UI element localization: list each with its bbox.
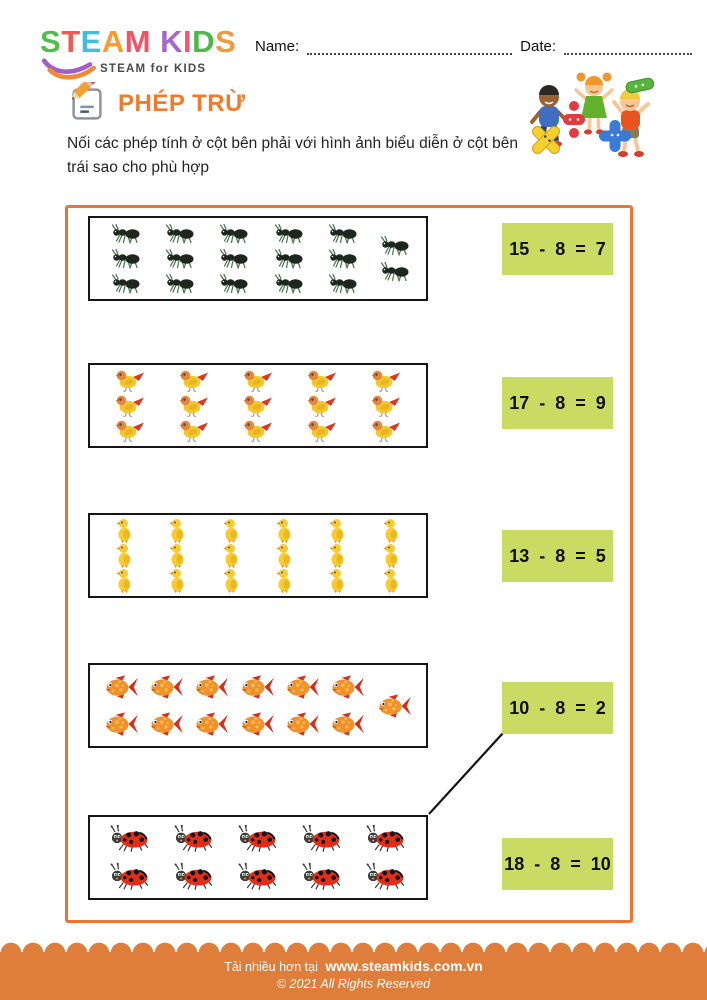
ant-icon — [110, 273, 141, 294]
ant-icon — [273, 248, 304, 269]
duck-icon — [116, 543, 133, 568]
page-title: PHÉP TRỪ — [118, 90, 246, 117]
bird-icon — [115, 394, 145, 417]
duck-icon — [169, 518, 186, 543]
duck-picture-box[interactable] — [88, 513, 428, 598]
bird-icon — [243, 394, 273, 417]
ant-icon — [273, 273, 304, 294]
equation-card[interactable]: 18 - 8 = 10 — [502, 838, 613, 890]
logo-letter: A — [101, 24, 125, 59]
ladybug-icon — [173, 825, 215, 852]
footer-text: Tải nhiều hơn tại — [224, 960, 318, 974]
duck-icon — [223, 543, 240, 568]
fish-icon — [376, 693, 412, 719]
logo-letter: K — [160, 24, 184, 59]
duck-icon — [383, 568, 400, 593]
duck-icon — [329, 518, 346, 543]
steam-kids-logo — [40, 26, 236, 80]
ant-icon — [164, 273, 195, 294]
bird-picture-box[interactable] — [88, 363, 428, 448]
date-input-line[interactable] — [564, 40, 692, 55]
duck-icon — [169, 568, 186, 593]
bird-icon — [307, 419, 337, 442]
ladybug-icon — [237, 825, 279, 852]
footer — [0, 952, 707, 1000]
name-input-line[interactable] — [307, 40, 512, 55]
fish-icon — [239, 711, 275, 737]
logo-letter: M — [124, 24, 152, 59]
logo-letter: D — [192, 24, 216, 59]
ant-icon — [218, 273, 249, 294]
logo-letter: S — [215, 24, 237, 59]
kids-math-illustration — [522, 64, 662, 168]
duck-icon — [223, 568, 240, 593]
duck-icon — [383, 518, 400, 543]
bird-icon — [179, 394, 209, 417]
logo-letter: T — [61, 24, 81, 59]
duck-icon — [276, 568, 293, 593]
duck-icon — [169, 543, 186, 568]
ladybug-icon — [301, 825, 343, 852]
ant-icon — [327, 223, 358, 244]
fish-icon — [329, 711, 365, 737]
fish-icon — [103, 674, 139, 700]
logo-tagline: STEAM for KIDS — [100, 63, 207, 75]
ant-icon — [218, 248, 249, 269]
bird-icon — [179, 419, 209, 442]
ant-icon — [379, 261, 410, 282]
bird-icon — [243, 369, 273, 392]
equation-card[interactable]: 13 - 8 = 5 — [502, 530, 613, 582]
footer-website-link[interactable]: www.steamkids.com.vn — [325, 958, 483, 974]
bird-icon — [371, 369, 401, 392]
ant-icon — [110, 248, 141, 269]
duck-icon — [116, 518, 133, 543]
ladybug-icon — [365, 825, 407, 852]
duck-icon — [276, 518, 293, 543]
duck-icon — [116, 568, 133, 593]
fish-icon — [193, 674, 229, 700]
fish-picture-box[interactable] — [88, 663, 428, 748]
ladybug-icon — [237, 863, 279, 890]
duck-icon — [383, 543, 400, 568]
bird-icon — [115, 419, 145, 442]
bird-icon — [115, 369, 145, 392]
ant-icon — [164, 248, 195, 269]
name-label: Name: — [255, 38, 300, 55]
fish-icon — [239, 674, 275, 700]
ant-icon — [273, 223, 304, 244]
duck-icon — [223, 518, 240, 543]
ladybug-icon — [109, 863, 151, 890]
footer-copyright: © 2021 All Rights Reserved — [276, 977, 431, 991]
fish-icon — [284, 674, 320, 700]
duck-icon — [329, 543, 346, 568]
bird-icon — [371, 394, 401, 417]
equation-card[interactable]: 17 - 8 = 9 — [502, 377, 613, 429]
ant-icon — [379, 235, 410, 256]
ladybug-icon — [109, 825, 151, 852]
bird-icon — [307, 369, 337, 392]
ant-icon — [164, 223, 195, 244]
duck-icon — [329, 568, 346, 593]
fish-icon — [148, 711, 184, 737]
ladybug-icon — [365, 863, 407, 890]
ant-icon — [218, 223, 249, 244]
logo-swoosh-icon — [40, 58, 96, 80]
ant-icon — [110, 223, 141, 244]
pencil-paper-icon — [64, 82, 110, 126]
logo-letter: S — [40, 24, 62, 59]
logo-letter — [151, 24, 160, 59]
equation-card[interactable]: 15 - 8 = 7 — [502, 223, 613, 275]
fish-icon — [103, 711, 139, 737]
logo-letter: E — [80, 24, 102, 59]
fish-icon — [148, 674, 184, 700]
date-label: Date: — [520, 38, 556, 55]
ladybug-icon — [173, 863, 215, 890]
duck-icon — [276, 543, 293, 568]
ladybug-picture-box[interactable] — [88, 815, 428, 900]
logo-letter: I — [183, 24, 193, 59]
ant-icon — [327, 248, 358, 269]
ant-picture-box[interactable] — [88, 216, 428, 301]
fish-icon — [193, 711, 229, 737]
bird-icon — [179, 369, 209, 392]
instruction-text: Nối các phép tính ở cột bên phải với hình ảnh biểu diễn ở cột bên trái sao cho phù hợp — [67, 135, 519, 177]
logo-wordmark — [40, 26, 236, 57]
ladybug-icon — [301, 863, 343, 890]
ant-icon — [327, 273, 358, 294]
bird-icon — [371, 419, 401, 442]
fish-icon — [284, 711, 320, 737]
equation-card[interactable]: 10 - 8 = 2 — [502, 682, 613, 734]
bird-icon — [307, 394, 337, 417]
bird-icon — [243, 419, 273, 442]
fish-icon — [329, 674, 365, 700]
